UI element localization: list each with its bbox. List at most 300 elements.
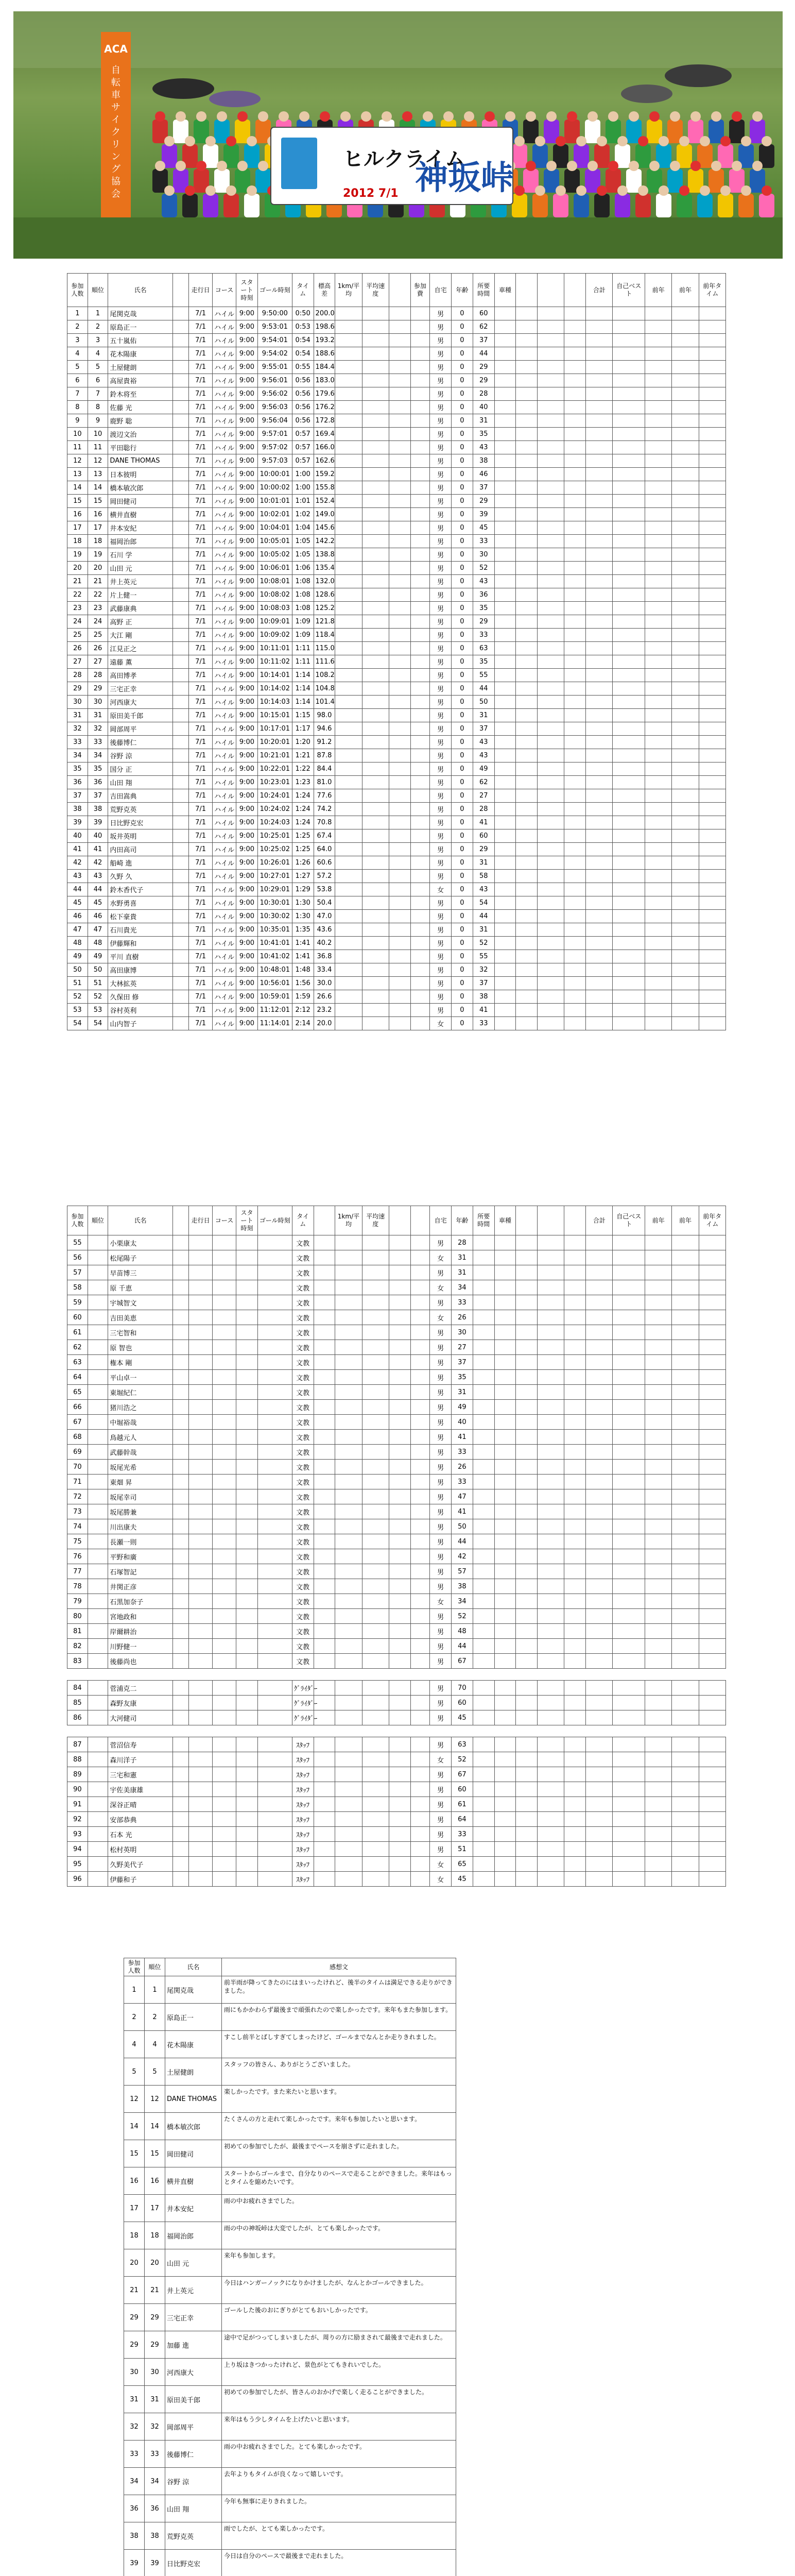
staff-cell bbox=[564, 1385, 586, 1400]
staff-cell bbox=[88, 1415, 108, 1430]
results-cell bbox=[389, 495, 410, 508]
staff-row bbox=[67, 1564, 726, 1579]
results-cell bbox=[172, 910, 188, 923]
staff-cell: 31 bbox=[452, 1265, 473, 1280]
results-cell: ハイル bbox=[213, 387, 236, 401]
results-cell bbox=[335, 642, 362, 655]
staff-cell bbox=[494, 1310, 516, 1325]
staff-cell bbox=[335, 1475, 362, 1489]
results-cell bbox=[672, 856, 699, 870]
results-cell: 10:59:01 bbox=[257, 990, 292, 1004]
results-cell: 30 bbox=[67, 696, 88, 709]
staff-cell bbox=[236, 1594, 258, 1609]
results-cell bbox=[672, 468, 699, 481]
staff-header-25: 前年タイム bbox=[699, 1206, 725, 1235]
staff-cell bbox=[362, 1579, 389, 1594]
results-cell bbox=[362, 923, 389, 937]
results-cell bbox=[564, 374, 586, 387]
staff-cell: 男 bbox=[430, 1624, 452, 1639]
staff-cell bbox=[538, 1310, 564, 1325]
results-cell bbox=[389, 401, 410, 414]
staff-cell bbox=[410, 1280, 430, 1295]
results-cell bbox=[362, 387, 389, 401]
staff-cell bbox=[564, 1295, 586, 1310]
results-cell: 10:30:01 bbox=[257, 896, 292, 910]
staff-cell bbox=[389, 1654, 410, 1669]
staff-cell bbox=[494, 1504, 516, 1519]
staff-cell bbox=[586, 1489, 613, 1504]
results-cell: 男 bbox=[430, 401, 452, 414]
results-cell bbox=[516, 1004, 538, 1017]
results-cell bbox=[672, 495, 699, 508]
staff-cell bbox=[538, 1534, 564, 1549]
results-cell: 9:00 bbox=[236, 495, 258, 508]
staff-header-19 bbox=[538, 1206, 564, 1235]
staff-cell bbox=[613, 1475, 645, 1489]
results-cell bbox=[335, 387, 362, 401]
staff-cell bbox=[538, 1250, 564, 1265]
staff-cell bbox=[189, 1400, 213, 1415]
staff-cell bbox=[538, 1872, 564, 1887]
results-cell bbox=[362, 963, 389, 977]
results-cell bbox=[516, 937, 538, 950]
comment-row bbox=[124, 2222, 456, 2249]
results-cell bbox=[362, 990, 389, 1004]
results-cell: 7/1 bbox=[189, 361, 213, 374]
staff-cell bbox=[538, 1782, 564, 1797]
results-cell: 172.8 bbox=[314, 414, 335, 428]
results-cell bbox=[586, 977, 613, 990]
results-cell bbox=[516, 696, 538, 709]
results-cell bbox=[586, 896, 613, 910]
results-cell: ハイル bbox=[213, 347, 236, 361]
staff-cell: 81 bbox=[67, 1624, 88, 1639]
staff-cell bbox=[335, 1797, 362, 1812]
staff-cell: 男 bbox=[430, 1400, 452, 1415]
staff-header-20 bbox=[564, 1206, 586, 1235]
staff-cell bbox=[538, 1752, 564, 1767]
results-cell bbox=[516, 829, 538, 843]
staff-cell bbox=[494, 1710, 516, 1725]
staff-row bbox=[67, 1475, 726, 1489]
staff-cell bbox=[645, 1504, 672, 1519]
svg-text:リ: リ bbox=[111, 139, 120, 150]
staff-cell: ｽﾀｯﾌ bbox=[292, 1842, 314, 1857]
results-cell bbox=[699, 963, 725, 977]
staff-cell bbox=[88, 1325, 108, 1340]
staff-cell bbox=[335, 1504, 362, 1519]
staff-cell bbox=[314, 1250, 335, 1265]
staff-cell bbox=[410, 1752, 430, 1767]
staff-cell bbox=[213, 1489, 236, 1504]
results-cell: 1:26 bbox=[292, 856, 314, 870]
results-cell: 1 bbox=[67, 307, 88, 320]
staff-cell bbox=[189, 1594, 213, 1609]
staff-cell bbox=[213, 1519, 236, 1534]
staff-cell bbox=[672, 1370, 699, 1385]
staff-cell bbox=[473, 1579, 494, 1594]
results-cell bbox=[172, 803, 188, 816]
staff-cell bbox=[473, 1609, 494, 1624]
staff-cell bbox=[564, 1710, 586, 1725]
results-cell bbox=[672, 642, 699, 655]
results-cell bbox=[564, 910, 586, 923]
results-row bbox=[67, 508, 726, 521]
results-cell: 0 bbox=[452, 602, 473, 615]
results-cell bbox=[516, 548, 538, 562]
results-cell bbox=[389, 696, 410, 709]
staff-cell: 94 bbox=[67, 1842, 88, 1857]
comment-row bbox=[124, 2413, 456, 2441]
staff-cell bbox=[586, 1504, 613, 1519]
results-cell: ハイル bbox=[213, 655, 236, 669]
staff-cell bbox=[236, 1400, 258, 1415]
results-cell bbox=[564, 588, 586, 602]
staff-cell bbox=[335, 1549, 362, 1564]
results-cell bbox=[172, 789, 188, 803]
staff-cell bbox=[586, 1325, 613, 1340]
staff-cell bbox=[494, 1872, 516, 1887]
results-cell bbox=[389, 548, 410, 562]
comment-text: 雨でしたが、とても楽しかったです。 bbox=[222, 2522, 456, 2550]
results-cell bbox=[538, 896, 564, 910]
staff-cell bbox=[389, 1609, 410, 1624]
svg-text:車: 車 bbox=[111, 90, 120, 100]
staff-cell bbox=[362, 1624, 389, 1639]
results-cell bbox=[613, 401, 645, 414]
results-cell: 23.2 bbox=[314, 1004, 335, 1017]
results-cell: 152.4 bbox=[314, 495, 335, 508]
results-cell bbox=[362, 615, 389, 629]
results-cell bbox=[172, 535, 188, 548]
comment-row bbox=[124, 2004, 456, 2031]
results-cell: 9 bbox=[88, 414, 108, 428]
results-cell bbox=[699, 387, 725, 401]
staff-cell bbox=[88, 1857, 108, 1872]
results-cell bbox=[335, 535, 362, 548]
staff-cell bbox=[410, 1737, 430, 1752]
staff-cell bbox=[672, 1609, 699, 1624]
results-header-25: 前年タイム bbox=[699, 274, 725, 307]
staff-cell: 男 bbox=[430, 1767, 452, 1782]
results-cell bbox=[335, 374, 362, 387]
staff-cell bbox=[362, 1654, 389, 1669]
results-row bbox=[67, 816, 726, 829]
staff-cell: 41 bbox=[452, 1504, 473, 1519]
staff-cell bbox=[494, 1534, 516, 1549]
results-cell bbox=[645, 428, 672, 441]
results-cell: 25 bbox=[88, 629, 108, 642]
staff-cell bbox=[314, 1752, 335, 1767]
staff-cell: 鳥越元人 bbox=[108, 1430, 172, 1445]
results-cell bbox=[538, 669, 564, 682]
results-cell bbox=[672, 414, 699, 428]
results-cell bbox=[516, 950, 538, 963]
results-cell bbox=[645, 990, 672, 1004]
staff-cell bbox=[335, 1767, 362, 1782]
staff-cell bbox=[362, 1594, 389, 1609]
staff-cell bbox=[236, 1710, 258, 1725]
staff-cell bbox=[672, 1564, 699, 1579]
results-cell bbox=[564, 722, 586, 736]
results-cell bbox=[389, 896, 410, 910]
staff-header-13 bbox=[410, 1206, 430, 1235]
staff-cell bbox=[236, 1752, 258, 1767]
results-cell bbox=[672, 870, 699, 883]
staff-cell: 男 bbox=[430, 1639, 452, 1654]
results-cell: 94.6 bbox=[314, 722, 335, 736]
results-cell bbox=[538, 629, 564, 642]
results-cell bbox=[645, 896, 672, 910]
staff-cell bbox=[586, 1857, 613, 1872]
staff-cell: 28 bbox=[452, 1235, 473, 1250]
staff-cell bbox=[335, 1624, 362, 1639]
staff-cell bbox=[538, 1696, 564, 1710]
staff-cell bbox=[473, 1340, 494, 1355]
staff-cell bbox=[189, 1460, 213, 1475]
results-cell: 0 bbox=[452, 374, 473, 387]
staff-cell bbox=[516, 1519, 538, 1534]
results-row bbox=[67, 789, 726, 803]
staff-cell bbox=[257, 1265, 292, 1280]
comments-header-1: 順位 bbox=[145, 1958, 165, 1976]
staff-cell bbox=[189, 1696, 213, 1710]
results-cell bbox=[672, 977, 699, 990]
results-cell bbox=[613, 588, 645, 602]
results-cell: 7/1 bbox=[189, 320, 213, 334]
comment-text: 雨の中お疲れさまでした。 bbox=[222, 2195, 456, 2222]
staff-cell bbox=[335, 1752, 362, 1767]
staff-cell: 宮地政和 bbox=[108, 1609, 172, 1624]
results-cell bbox=[494, 562, 516, 575]
results-cell: 38 bbox=[67, 803, 88, 816]
staff-cell bbox=[236, 1579, 258, 1594]
staff-cell: 71 bbox=[67, 1475, 88, 1489]
staff-cell bbox=[314, 1594, 335, 1609]
results-cell bbox=[335, 334, 362, 347]
results-cell bbox=[494, 655, 516, 669]
results-cell: 9:00 bbox=[236, 843, 258, 856]
staff-cell: 38 bbox=[452, 1579, 473, 1594]
staff-cell bbox=[586, 1827, 613, 1842]
results-cell bbox=[699, 481, 725, 495]
staff-cell: 大河健司 bbox=[108, 1710, 172, 1725]
staff-cell bbox=[538, 1624, 564, 1639]
staff-cell bbox=[564, 1400, 586, 1415]
results-cell: 193.2 bbox=[314, 334, 335, 347]
comments-header-2: 氏名 bbox=[165, 1958, 222, 1976]
results-cell bbox=[613, 950, 645, 963]
staff-cell bbox=[645, 1579, 672, 1594]
results-cell bbox=[538, 789, 564, 803]
results-cell bbox=[672, 696, 699, 709]
staff-cell: 80 bbox=[67, 1609, 88, 1624]
staff-row bbox=[67, 1797, 726, 1812]
staff-cell: 男 bbox=[430, 1445, 452, 1460]
staff-cell bbox=[257, 1812, 292, 1827]
results-cell bbox=[335, 776, 362, 789]
results-cell: 0 bbox=[452, 709, 473, 722]
results-cell bbox=[672, 709, 699, 722]
staff-cell bbox=[586, 1812, 613, 1827]
staff-cell: 石黒加奈子 bbox=[108, 1594, 172, 1609]
results-cell: 岡部周平 bbox=[108, 722, 172, 736]
staff-cell bbox=[613, 1639, 645, 1654]
results-cell bbox=[672, 428, 699, 441]
results-cell: ハイル bbox=[213, 870, 236, 883]
staff-cell bbox=[410, 1872, 430, 1887]
results-cell bbox=[586, 1017, 613, 1030]
staff-cell bbox=[389, 1594, 410, 1609]
staff-cell bbox=[672, 1579, 699, 1594]
results-cell bbox=[672, 937, 699, 950]
results-cell: 55 bbox=[473, 669, 494, 682]
staff-cell bbox=[236, 1857, 258, 1872]
results-cell: 7/1 bbox=[189, 870, 213, 883]
staff-cell bbox=[645, 1752, 672, 1767]
staff-cell bbox=[564, 1654, 586, 1669]
results-cell bbox=[494, 320, 516, 334]
results-cell bbox=[564, 481, 586, 495]
results-cell bbox=[494, 642, 516, 655]
staff-cell bbox=[473, 1325, 494, 1340]
staff-cell bbox=[335, 1842, 362, 1857]
results-cell bbox=[410, 441, 430, 454]
results-cell bbox=[538, 602, 564, 615]
results-cell bbox=[362, 749, 389, 762]
staff-cell bbox=[516, 1355, 538, 1370]
results-cell: 29 bbox=[473, 843, 494, 856]
staff-cell: ｽﾀｯﾌ bbox=[292, 1767, 314, 1782]
results-cell bbox=[672, 361, 699, 374]
results-row bbox=[67, 347, 726, 361]
results-cell bbox=[586, 575, 613, 588]
results-cell bbox=[389, 414, 410, 428]
results-cell bbox=[172, 977, 188, 990]
staff-cell bbox=[613, 1534, 645, 1549]
results-cell: 39 bbox=[473, 508, 494, 521]
results-cell bbox=[410, 856, 430, 870]
results-cell bbox=[389, 307, 410, 320]
results-cell bbox=[172, 414, 188, 428]
comment-row bbox=[124, 2167, 456, 2195]
staff-cell bbox=[613, 1355, 645, 1370]
results-cell bbox=[335, 669, 362, 682]
staff-cell bbox=[473, 1400, 494, 1415]
results-cell bbox=[389, 655, 410, 669]
results-cell bbox=[494, 575, 516, 588]
results-cell: 166.0 bbox=[314, 441, 335, 454]
results-cell: 10:27:01 bbox=[257, 870, 292, 883]
staff-cell bbox=[613, 1310, 645, 1325]
staff-cell bbox=[236, 1872, 258, 1887]
staff-header-15: 年齢 bbox=[452, 1206, 473, 1235]
results-cell bbox=[672, 843, 699, 856]
staff-cell bbox=[586, 1594, 613, 1609]
results-cell bbox=[645, 843, 672, 856]
results-cell: 0 bbox=[452, 414, 473, 428]
results-cell: 10:09:01 bbox=[257, 615, 292, 629]
results-cell bbox=[645, 762, 672, 776]
staff-cell bbox=[172, 1400, 188, 1415]
staff-cell bbox=[672, 1654, 699, 1669]
comment-name: 岡部周平 bbox=[165, 2413, 222, 2441]
results-cell bbox=[645, 937, 672, 950]
results-cell: 男 bbox=[430, 495, 452, 508]
staff-cell bbox=[236, 1280, 258, 1295]
results-header-13: 参加費 bbox=[410, 274, 430, 307]
staff-row bbox=[67, 1445, 726, 1460]
comment-row bbox=[124, 2550, 456, 2576]
staff-cell: 森野友康 bbox=[108, 1696, 172, 1710]
results-cell bbox=[672, 1004, 699, 1017]
staff-cell bbox=[538, 1579, 564, 1594]
results-cell bbox=[389, 669, 410, 682]
staff-cell bbox=[314, 1475, 335, 1489]
results-cell: ハイル bbox=[213, 361, 236, 374]
results-cell bbox=[362, 709, 389, 722]
staff-cell bbox=[699, 1710, 725, 1725]
results-cell bbox=[494, 361, 516, 374]
results-cell bbox=[645, 682, 672, 696]
staff-header-18 bbox=[516, 1206, 538, 1235]
results-cell: 32 bbox=[88, 722, 108, 736]
results-cell: 9:00 bbox=[236, 950, 258, 963]
results-header-21: 合計 bbox=[586, 274, 613, 307]
staff-cell bbox=[564, 1767, 586, 1782]
results-cell: 47 bbox=[88, 923, 108, 937]
staff-cell bbox=[213, 1445, 236, 1460]
staff-cell bbox=[613, 1460, 645, 1475]
staff-cell bbox=[172, 1609, 188, 1624]
results-cell: ハイル bbox=[213, 923, 236, 937]
staff-cell bbox=[494, 1654, 516, 1669]
results-cell: 48 bbox=[67, 937, 88, 950]
results-cell: 10:06:01 bbox=[257, 562, 292, 575]
results-cell bbox=[538, 562, 564, 575]
results-cell: 山田 元 bbox=[108, 562, 172, 575]
results-cell bbox=[586, 454, 613, 468]
staff-cell bbox=[257, 1295, 292, 1310]
staff-cell bbox=[213, 1857, 236, 1872]
results-cell bbox=[564, 320, 586, 334]
results-cell: 0:54 bbox=[292, 347, 314, 361]
results-cell bbox=[335, 870, 362, 883]
results-cell bbox=[586, 334, 613, 347]
staff-cell bbox=[613, 1430, 645, 1445]
results-row bbox=[67, 910, 726, 923]
results-cell bbox=[564, 709, 586, 722]
results-cell bbox=[645, 629, 672, 642]
staff-cell bbox=[645, 1385, 672, 1400]
staff-cell bbox=[699, 1460, 725, 1475]
staff-cell bbox=[564, 1812, 586, 1827]
results-cell bbox=[564, 428, 586, 441]
results-cell bbox=[613, 535, 645, 548]
results-cell: 29 bbox=[473, 495, 494, 508]
staff-cell bbox=[586, 1681, 613, 1696]
staff-cell bbox=[586, 1445, 613, 1460]
staff-cell bbox=[645, 1460, 672, 1475]
staff-cell bbox=[516, 1280, 538, 1295]
results-cell bbox=[538, 615, 564, 629]
results-cell bbox=[335, 562, 362, 575]
results-cell bbox=[516, 990, 538, 1004]
results-cell bbox=[172, 495, 188, 508]
results-cell bbox=[516, 575, 538, 588]
results-cell: 男 bbox=[430, 414, 452, 428]
results-cell: 0:54 bbox=[292, 334, 314, 347]
